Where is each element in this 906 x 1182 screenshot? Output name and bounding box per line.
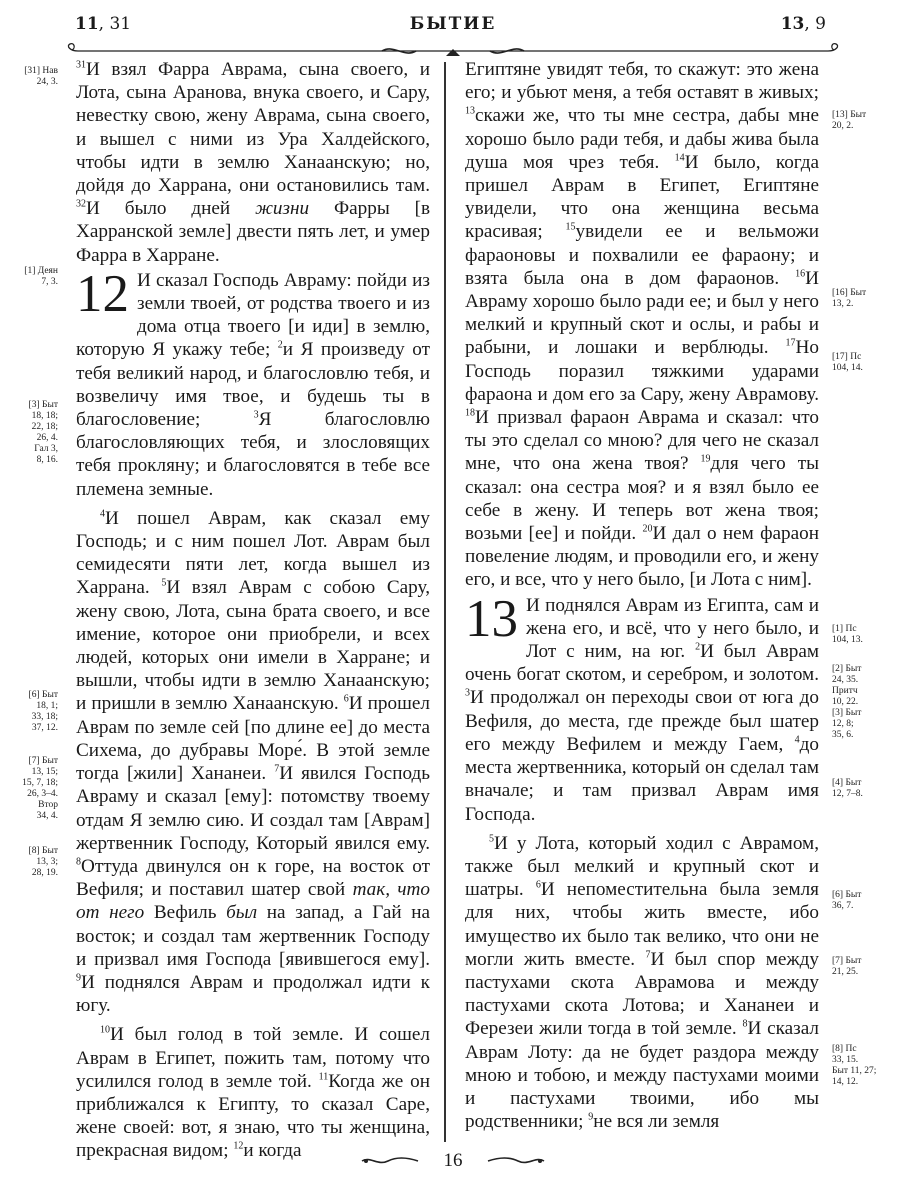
verse-text: И был голод в той земле. И сошел Аврам в Египет, пожить там, потому что усилился голод в земле той. <box>76 1024 430 1092</box>
verse-text: Я благословлю благословляющих тебя, и злословящих тебя прокляну; и благословятся в тебе все племена земные. <box>76 409 430 500</box>
cross-reference: [31] Нав 24, 3. <box>24 66 58 87</box>
verse-text-italic: так, что от него <box>76 879 431 924</box>
verse-text: И пошел Аврам, как сказал ему Господь; и с ним пошел Лот. Аврам был семидесяти пяти лет, когда вышел из Харрана. <box>76 507 430 599</box>
verse-number: 8 <box>76 856 81 868</box>
column-divider <box>444 62 446 1142</box>
verse-text: И явился Господь Авраму и сказал [ему]: потомству твоему отдам Я землю сию. И создал там [Аврам] жертвенник Господу, Который явился ему. <box>76 763 431 854</box>
verse-number: 3 <box>253 409 259 421</box>
verse-text: И сказал Аврам Лоту: да не будет раздора между мною и тобою, и между пастухами моими и пастухами твоими, ибо мы родственники; <box>465 1018 820 1133</box>
chapter-number: 12 <box>76 264 129 323</box>
footer-right-ornament <box>486 1154 546 1168</box>
verse-number: 2 <box>277 340 283 352</box>
verse-number: 4 <box>100 508 105 520</box>
chapter-12-opening <box>76 264 430 501</box>
verse-text: И прошел Аврам по земле сей [по длине ее] до места Сихема, до дубравы Море́. В этой земле тогда [жили] Хананеи. <box>76 693 430 785</box>
header-left-chapter: 11 <box>75 14 99 34</box>
paragraph <box>76 507 430 1017</box>
verse-text: Египтяне увидят тебя, то скажут: это жена его; и убьют меня, а тебя оставят в живых; <box>465 59 819 104</box>
paragraph <box>465 832 819 1134</box>
verse-number: 8 <box>742 1018 748 1030</box>
verse-number: 32 <box>76 198 86 210</box>
verse-number: 4 <box>794 734 800 746</box>
verse-text: И продолжал он переходы свои от юга до Вефиля, до места, где прежде был шатер его между Вефилем и между Гаем, <box>465 687 819 755</box>
header-right-chapter: 13 <box>780 14 805 34</box>
verse-text: и Я произведу от тебя великий народ, и благословлю тебя, и возвеличу имя твое, и будешь ты в благословение; <box>76 339 430 431</box>
verse-text: И был Аврам очень богат скотом, и серебром, и золотом. <box>465 641 820 686</box>
verse-number: 31 <box>76 59 86 71</box>
left-column <box>76 58 430 1163</box>
chapter-number: 13 <box>465 589 518 648</box>
cross-reference: [4] Быт 12, 7–8. <box>832 778 863 799</box>
verse-text: И дал о нем фараон повеление людям, и проводили его, и жену его, и все, что у него было, [и Лота с ним]. <box>465 523 819 591</box>
verse-text: и когда <box>243 1140 302 1162</box>
verse-text: И Авраму хорошо было ради ее; и был у него мелкий и крупный скот и ослы, и рабы и рабыни, и лошаки и верблюды. <box>465 267 820 359</box>
cross-reference: [13] Быт 20, 2. <box>832 110 867 131</box>
verse-number: 7 <box>274 763 280 775</box>
verse-number: 6 <box>343 694 349 706</box>
header-left-verse: , 31 <box>98 14 132 34</box>
verse-number: 10 <box>100 1024 110 1036</box>
verse-number: 9 <box>588 1111 594 1123</box>
cross-reference: [8] Пс 33, 15. Быт 11, 27; 14, 12. <box>832 1044 877 1087</box>
verse-number: 13 <box>465 106 475 118</box>
verse-number: 11 <box>318 1071 329 1083</box>
cross-reference: [6] Быт 36, 7. <box>832 890 862 911</box>
verse-number: 17 <box>785 338 796 350</box>
verse-number: 12 <box>233 1140 244 1152</box>
page-number: 16 <box>443 1150 463 1171</box>
cross-reference: [16] Быт 13, 2. <box>832 288 867 309</box>
verse-text: не вся ли земля <box>593 1111 720 1133</box>
verse-text: Оттуда двинулся он к горе, на восток от Вефиля; и поставил шатер свой <box>76 855 430 901</box>
verse-text: Вефиль <box>153 902 217 924</box>
verse-text: Когда же он приближался к Египту, то сказал Саре, жене своей: вот, я знаю, что ты женщина, прекрасная видом; <box>76 1070 430 1162</box>
verse-number: 16 <box>795 268 806 280</box>
verse-text: И взял Аврам с собою Сару, жену свою, Лота, сына брата своего, и все имение, которое они приобрели, и всех людей, которых они имели в Харране; и вышли, чтобы идти в землю Ханаанскую; и пришли в землю Ханаанскую. <box>76 577 430 715</box>
cross-reference: [7] Быт 13, 15; 15, 7, 18; 26, 3–4. Втор 34, 4. <box>22 756 58 821</box>
verse-number: 15 <box>565 222 576 234</box>
cross-reference: [1] Деян 7, 3. <box>24 266 58 287</box>
verse-text: И было, когда пришел Аврам в Египет, Египтяне увидели, что она женщина весьма красивая; <box>465 151 819 243</box>
paragraph <box>465 58 819 592</box>
cross-reference: [2] Быт 24, 35. Притч 10, 22. [3] Быт 12, 8; 35, 6. <box>832 664 862 740</box>
verse-text: И сказал Господь Авраму: пойди из земли твоей, от родства твоего и из дома отца твоего [и иди] в землю, которую Я укажу тебе; <box>76 269 430 361</box>
verse-text: до места жертвенника, который он сделал там вначале; и там призвал Аврам имя Господа. <box>465 733 819 825</box>
verse-number: 6 <box>535 879 541 891</box>
cross-reference: [8] Быт 13, 3; 28, 19. <box>28 846 58 878</box>
verse-number: 14 <box>674 152 685 164</box>
cross-reference: [6] Быт 18, 1; 33, 18; 37, 12. <box>28 690 58 733</box>
cross-reference: [3] Быт 18, 18; 22, 18; 26, 4. Гал 3, 8, 16. <box>28 400 58 465</box>
chapter-13-opening <box>465 589 820 826</box>
verse-11-31 <box>76 58 430 267</box>
verse-text: увидели ее и вельможи фараоновы и похвалили ее фараону; и взята была она в дом фараонов. <box>465 221 819 289</box>
cross-reference: [1] Пс 104, 13. <box>832 624 863 645</box>
verse-number: 9 <box>76 972 81 984</box>
right-column <box>465 58 819 1133</box>
header-right-verse: , 9 <box>804 14 826 34</box>
verse-text: И взял Фарра Аврама, сына своего, и Лота, сына Аранова, внука своего, и Сару, невестку свою, жену Аврама, сына своего, и вышел с ними из Ура Халдейского, чтобы идти в землю Ханаанскую; но, дойдя до Харрана, они остановились там. <box>76 59 430 197</box>
page-footer <box>0 1150 906 1174</box>
header-right-reference <box>781 14 826 34</box>
cross-reference: [7] Быт 21, 25. <box>832 956 862 977</box>
verse-text: скажи же, что ты мне сестра, дабы мне хорошо было ради тебя, и дабы жива была душа моя чрез тебя. <box>465 105 819 173</box>
verse-text: И поднялся Аврам из Египта, сам и жена его, и всё, что у него было, и Лот с ним, на юг. <box>526 594 819 663</box>
verse-number: 3 <box>465 688 470 700</box>
running-header <box>0 10 906 60</box>
verse-number: 5 <box>489 833 494 845</box>
verse-text: И непоместительна была земля для них, чтобы жить вместе, ибо имущество их было так велико, что они не могли жить вместе. <box>465 879 820 970</box>
verse-text: Фарры [в Харранской земле] двести пять лет, и умер Фарра в Харране. <box>76 198 431 266</box>
verse-text: И у Лота, который ходил с Аврамом, также был мелкий и крупный скот и шатры. <box>465 832 819 901</box>
verse-number: 5 <box>161 578 167 590</box>
verse-text: И поднялся Аврам и продолжал идти к югу. <box>76 971 430 1017</box>
verse-text: И был спор между пастухами скота Аврамова и между пастухами скота Лотова; и Хананеи и Ферезеи жили тогда в той земле. <box>465 948 819 1040</box>
book-title: БЫТИЕ <box>409 14 497 34</box>
verse-text: на запад, а Гай на восток; и создал там жертвенник Господу и призвал имя Господа [явившегося ему]. <box>76 902 431 970</box>
verse-number: 18 <box>465 407 475 419</box>
verse-text: для чего ты сказал: она сестра моя? и я взял было ее себе в жену. И теперь вот жена твоя; возьми [ее] и пойди. <box>465 453 819 545</box>
verse-number: 20 <box>642 523 653 535</box>
verse-text-italic: был <box>226 902 258 924</box>
verse-text-italic: жизни <box>255 198 310 220</box>
verse-text: И было дней <box>86 198 231 220</box>
verse-number: 2 <box>695 641 701 653</box>
paragraph <box>76 1023 430 1162</box>
verse-text: Но Господь поразил тяжкими ударами фараона и дом его за Сару, жену Аврамову. <box>465 337 819 405</box>
verse-text: И призвал фараон Аврама и сказал: что ты это сделал со мною? для чего не сказал мне, что она жена твоя? <box>465 407 819 475</box>
cross-reference: [17] Пс 104, 14. <box>832 352 863 373</box>
verse-number: 19 <box>700 454 711 466</box>
verse-number: 7 <box>645 949 651 961</box>
